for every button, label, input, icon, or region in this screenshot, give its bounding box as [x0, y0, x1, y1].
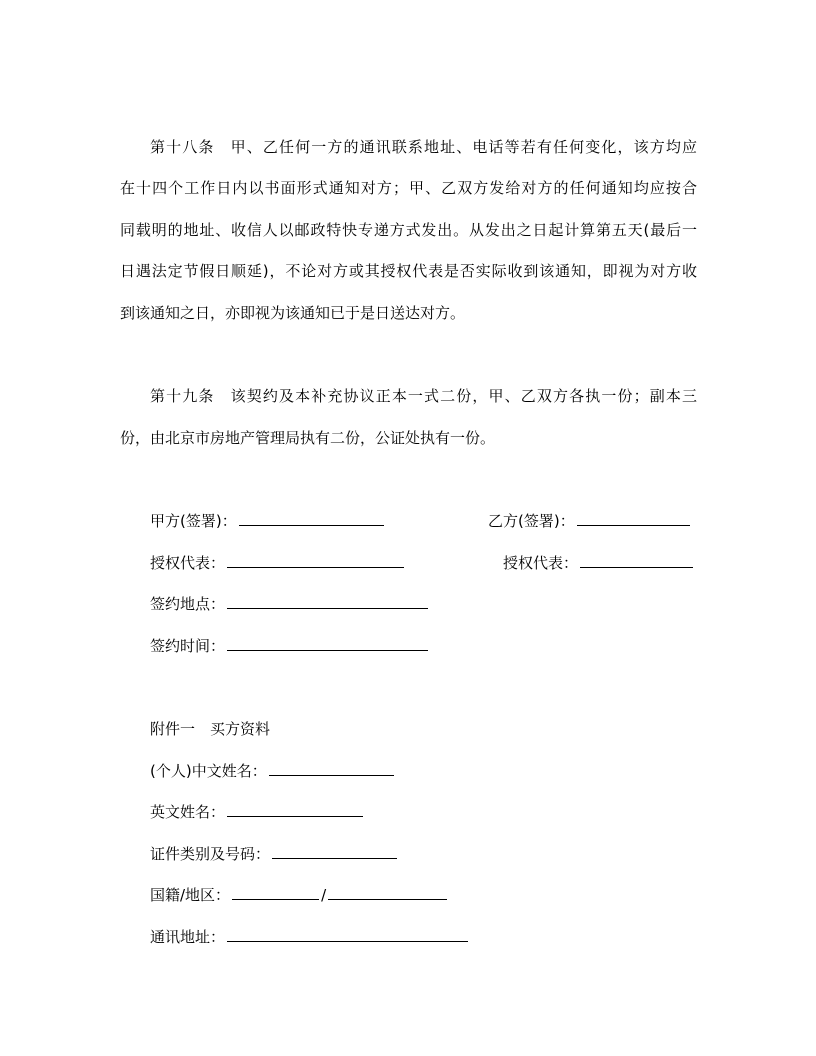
address-line[interactable] — [227, 927, 468, 942]
article-18-line: 同载明的地址、收信人以邮政特快专递方式发出。从发出之日起计算第五天(最后一 — [120, 221, 697, 239]
address-label: 通讯地址： — [150, 928, 226, 946]
signing-place-line[interactable] — [227, 594, 428, 609]
chinese-name-label: (个人)中文姓名： — [150, 762, 267, 780]
region-line[interactable] — [328, 885, 447, 900]
id-type-label: 证件类别及号码： — [150, 845, 271, 863]
nationality-field — [150, 885, 447, 905]
nationality-label: 国籍/地区： — [150, 886, 231, 904]
signing-place-field — [150, 594, 428, 614]
party-a-label: 甲方(签署)： — [150, 512, 237, 530]
rep-b-field — [503, 553, 693, 573]
english-name-field — [150, 802, 363, 822]
signing-time-line[interactable] — [227, 636, 428, 651]
id-type-line[interactable] — [272, 844, 397, 859]
article-18-line: 到该通知之日，亦即视为该通知已于是日送达对方。 — [120, 304, 466, 322]
party-b-signature-line[interactable] — [577, 511, 690, 526]
address-field — [150, 927, 468, 947]
nationality-slash: / — [321, 886, 327, 904]
signing-time-label: 签约时间： — [150, 637, 226, 655]
chinese-name-field — [150, 761, 394, 781]
signing-place-label: 签约地点： — [150, 595, 226, 613]
party-b-signature-field — [488, 511, 690, 531]
article-18-line: 日遇法定节假日顺延)，不论对方或其授权代表是否实际收到该通知，即视为对方收 — [120, 262, 697, 280]
article-18-line: 在十四个工作日内以书面形式通知对方；甲、乙双方发给对方的任何通知均应按合 — [120, 179, 697, 197]
rep-b-signature-line[interactable] — [580, 553, 693, 568]
article-18-line: 第十八条 甲、乙任何一方的通讯联系地址、电话等若有任何变化，该方均应 — [150, 138, 697, 156]
english-name-line[interactable] — [227, 802, 363, 817]
nationality-line[interactable] — [232, 885, 319, 900]
party-b-label: 乙方(签署)： — [488, 512, 575, 530]
rep-a-signature-line[interactable] — [227, 553, 404, 568]
signing-time-field — [150, 636, 428, 656]
party-a-signature-line[interactable] — [239, 511, 384, 526]
party-a-signature-field — [150, 511, 384, 531]
appendix-heading: 附件一 买方资料 — [150, 720, 271, 738]
chinese-name-line[interactable] — [269, 761, 394, 776]
article-19-line: 份，由北京市房地产管理局执有二份，公证处执有一份。 — [120, 429, 496, 447]
rep-a-field — [150, 553, 404, 573]
id-type-field — [150, 844, 397, 864]
rep-a-label: 授权代表： — [150, 554, 226, 572]
rep-b-label: 授权代表： — [503, 554, 579, 572]
article-19-line: 第十九条 该契约及本补充协议正本一式二份，甲、乙双方各执一份；副本三 — [150, 387, 697, 405]
english-name-label: 英文姓名： — [150, 803, 226, 821]
